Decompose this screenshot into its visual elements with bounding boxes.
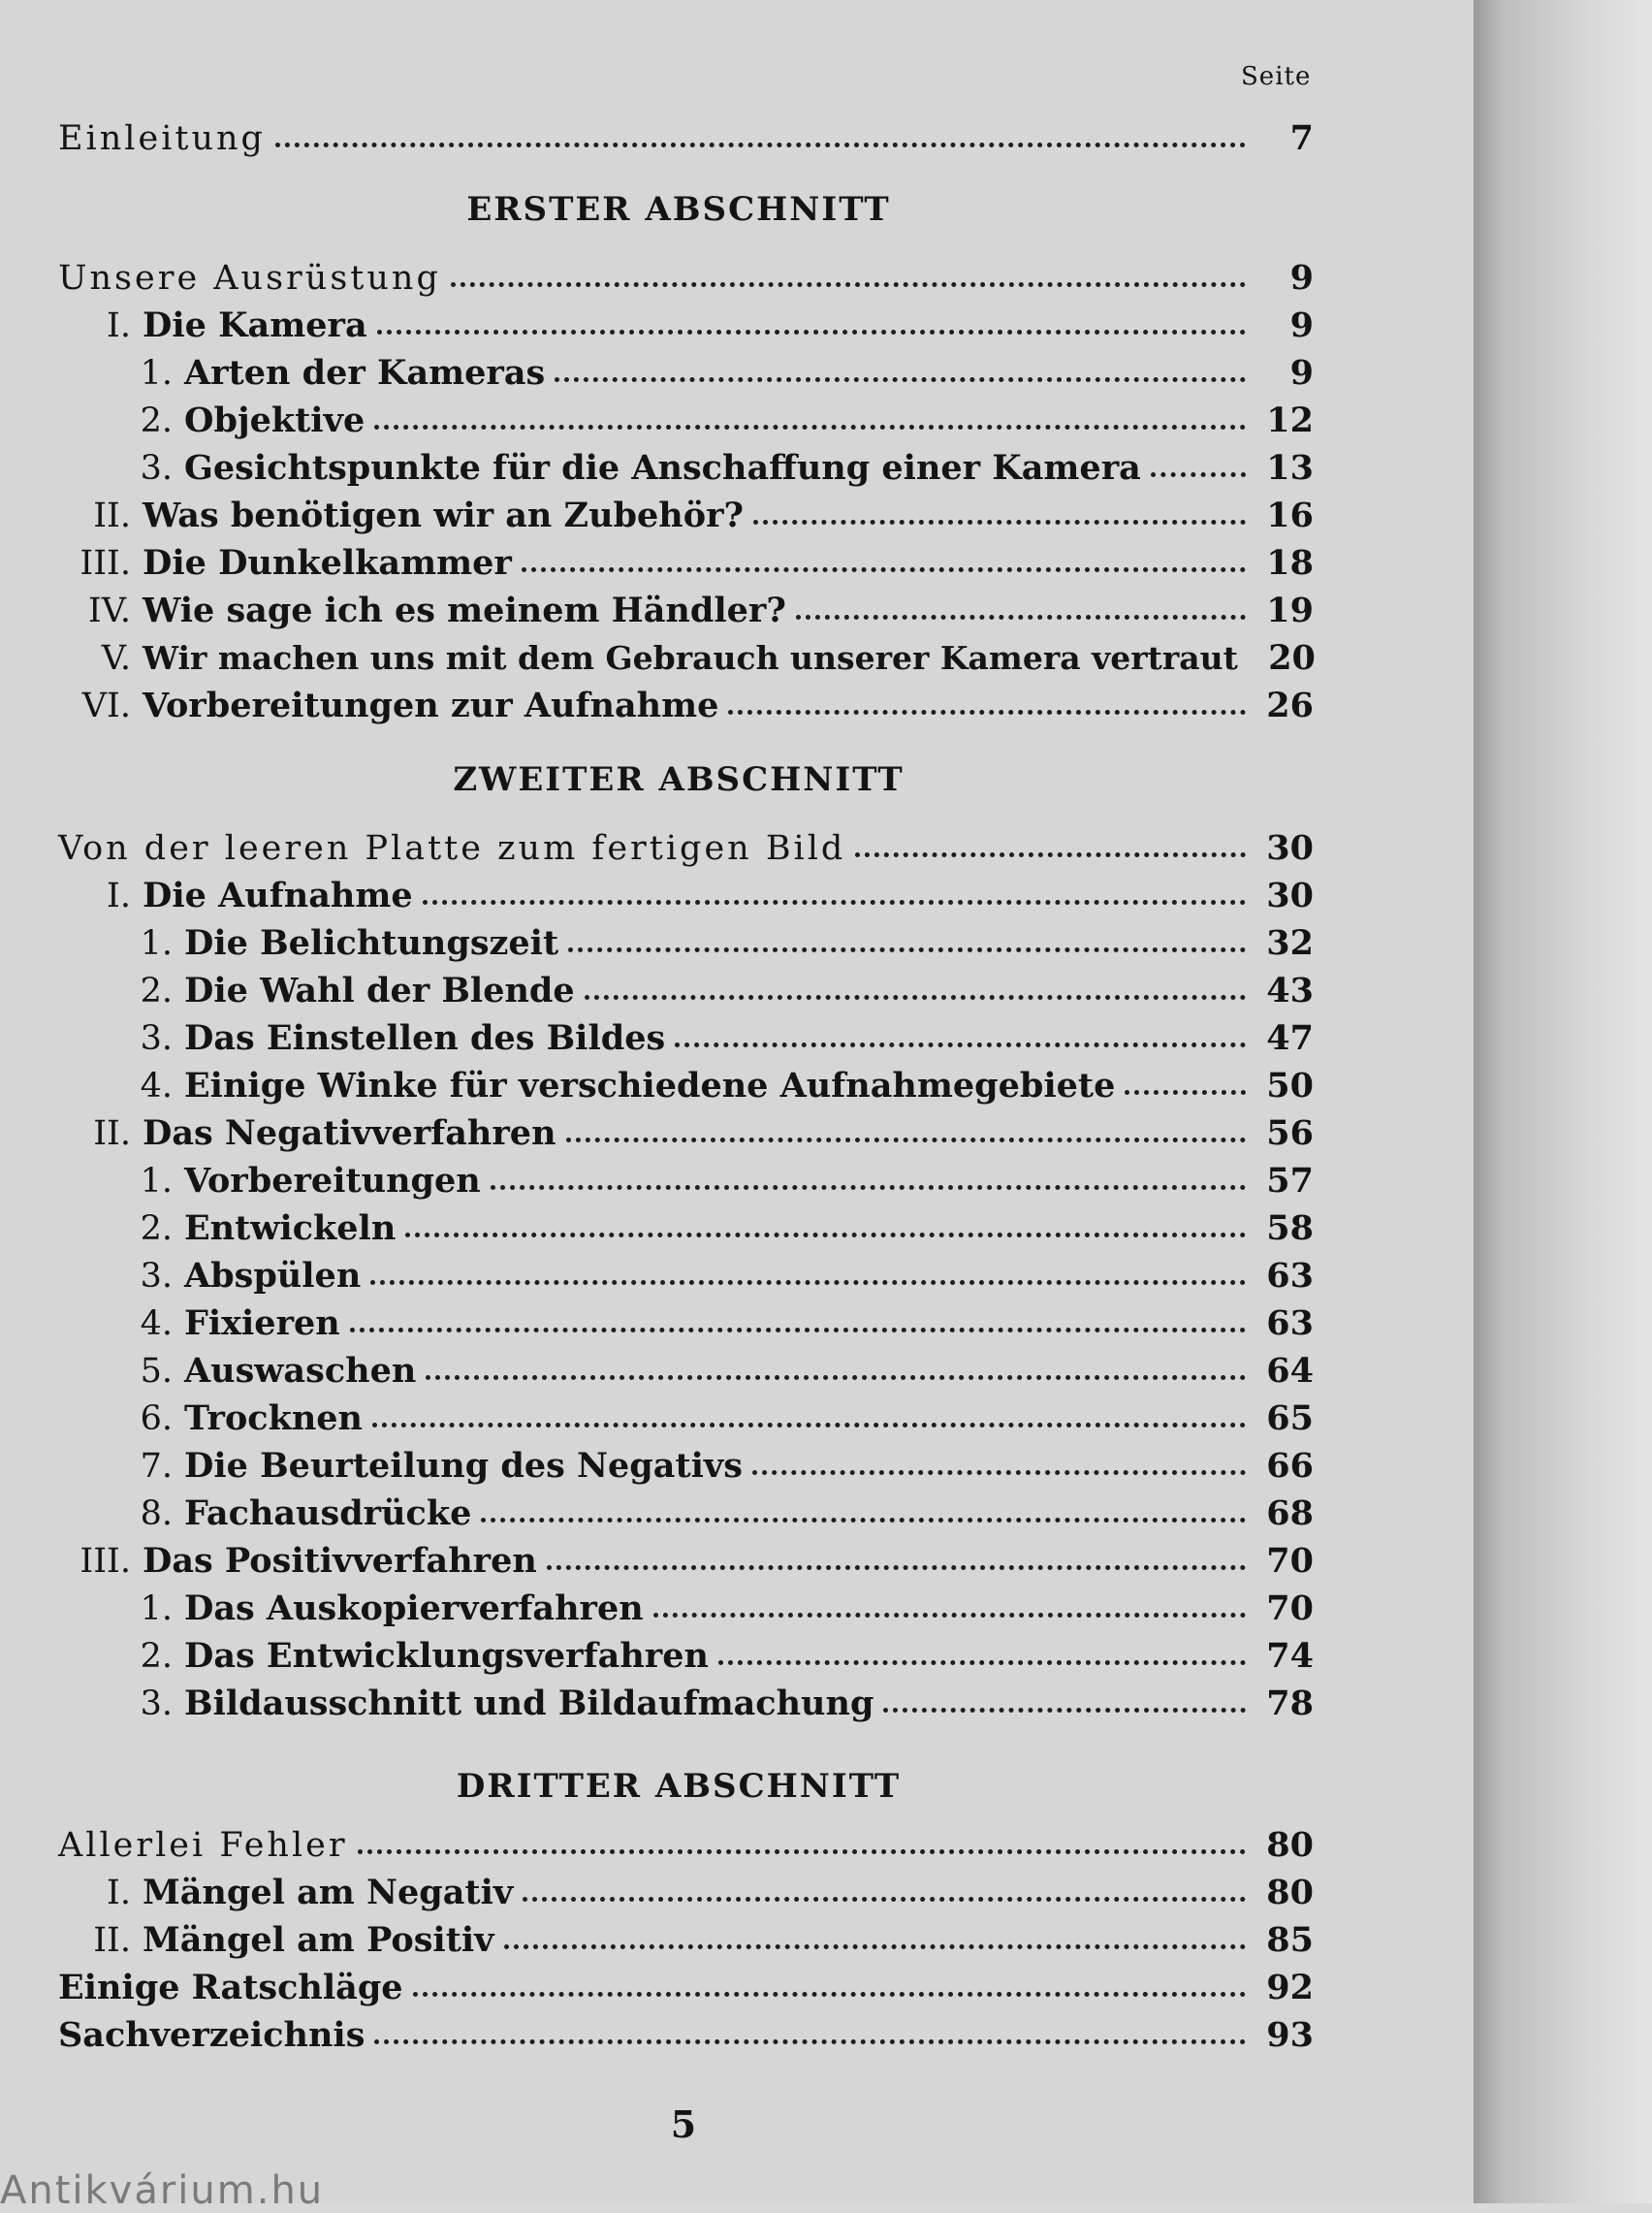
toc-entry-number: 3. (140, 1684, 173, 1723)
toc-page-number: 85 (1266, 1920, 1314, 1960)
watermark: Antikvárium.hu (0, 2168, 325, 2213)
leader-dots (405, 1233, 1246, 1237)
toc-entry-label: Die Aufnahme (143, 876, 413, 915)
toc-entry-label: Auswaschen (184, 1351, 417, 1391)
toc-entry (58, 872, 1314, 919)
toc-page-number: 9 (1289, 258, 1314, 298)
toc-page-number: 93 (1266, 2015, 1314, 2055)
toc-entry (58, 682, 1314, 729)
toc-entry-label: Das Einstellen des Bildes (184, 1018, 666, 1058)
toc-entry-number: 2. (140, 1209, 173, 1248)
leader-dots (566, 1138, 1246, 1142)
leader-dots (718, 1660, 1246, 1665)
toc-page-number: 56 (1266, 1113, 1314, 1153)
toc-entry-label: Das Positivverfahren (143, 1541, 537, 1581)
leader-dots (504, 1944, 1246, 1949)
leader-dots (370, 1280, 1246, 1285)
toc-page-number: 58 (1266, 1208, 1314, 1248)
toc-entry-label: Die Beurteilung des Negativs (184, 1446, 743, 1486)
toc-entry-label: Allerlei Fehler (58, 1826, 348, 1865)
leader-dots (423, 900, 1246, 905)
toc-entry (58, 1014, 1314, 1062)
leader-dots (413, 1992, 1246, 1997)
toc-page-number: 13 (1266, 448, 1314, 488)
toc-entry-label: Einleitung (58, 119, 266, 158)
leader-dots (275, 143, 1246, 147)
section-heading-erster: ERSTER ABSCHNITT (466, 190, 891, 229)
toc-entry-label: Gesichtspunkte für die Anschaffung einer Kamera (184, 448, 1141, 488)
leader-dots (523, 1897, 1246, 1902)
toc-page-number: 30 (1266, 828, 1314, 868)
toc-entry-number: 5. (140, 1352, 173, 1391)
toc-entry-label: Wir machen uns mit dem Gebrauch unserer Kamera vertraut (143, 639, 1238, 677)
toc-entry-number: II. (93, 1921, 131, 1960)
leader-dots (855, 852, 1246, 857)
toc-entry (58, 967, 1314, 1014)
leader-dots (374, 425, 1246, 430)
toc-entry-number: II. (93, 1114, 131, 1153)
page-number: 5 (670, 2102, 697, 2146)
leader-dots (585, 995, 1246, 1000)
toc-entry-number: 3. (140, 1257, 173, 1296)
leader-dots (377, 330, 1246, 335)
seite-column-label: Seite (1241, 62, 1312, 91)
leader-dots (753, 520, 1246, 525)
toc-page-number: 26 (1266, 686, 1314, 725)
leader-dots (350, 1328, 1246, 1332)
leader-dots (522, 567, 1246, 572)
toc-entry-number: 1. (140, 1589, 173, 1628)
leader-dots (372, 1423, 1246, 1427)
toc-entry (58, 1964, 1314, 2011)
toc-page-number: 74 (1266, 1636, 1314, 1676)
toc-entry (58, 444, 1314, 492)
book-spine-shadow (1474, 0, 1652, 2203)
toc-entry (58, 1680, 1314, 1727)
leader-dots (675, 1042, 1246, 1047)
toc-entry (58, 824, 1314, 872)
toc-entry (58, 1869, 1314, 1916)
toc-entry (58, 1204, 1314, 1252)
toc-entry-number: 3. (140, 1019, 173, 1058)
toc-entry-label: Das Negativverfahren (143, 1113, 556, 1153)
toc-entry-label: Von der leeren Platte zum fertigen Bild (58, 829, 846, 868)
toc-entry-number: 6. (140, 1399, 173, 1438)
toc-page-number: 63 (1266, 1303, 1314, 1343)
toc-entry-number: 2. (140, 972, 173, 1010)
toc-entry (58, 2011, 1314, 2059)
toc-entry (58, 302, 1314, 349)
toc-entry-number: I. (107, 1874, 131, 1912)
toc-entry (58, 1062, 1314, 1109)
toc-page-number: 92 (1266, 1968, 1314, 2007)
leader-dots (491, 1185, 1246, 1190)
toc-entry (58, 587, 1314, 634)
toc-page-number: 7 (1289, 118, 1314, 158)
toc-entry-label: Die Belichtungszeit (184, 923, 559, 963)
toc-page-number: 78 (1266, 1684, 1314, 1723)
toc-entry-number: 3. (140, 449, 173, 488)
toc-entry-number: V. (101, 639, 131, 678)
toc-entry (58, 1252, 1314, 1299)
toc-entry (58, 1537, 1314, 1585)
toc-entry-number: 7. (140, 1447, 173, 1486)
toc-entry-number: III. (79, 544, 131, 583)
leader-dots (1151, 472, 1246, 477)
toc-page-number: 18 (1266, 543, 1314, 583)
toc-entry-number: 8. (140, 1494, 173, 1533)
toc-entry (58, 254, 1314, 302)
toc-entry-number: I. (107, 877, 131, 915)
toc-entry (58, 1157, 1314, 1204)
toc-entry-number: III. (79, 1542, 131, 1581)
toc-entry-label: Mängel am Negativ (143, 1873, 514, 1912)
toc-entry-number: 2. (140, 401, 173, 440)
toc-entry (58, 1490, 1314, 1537)
toc-entry-number: VI. (81, 687, 131, 725)
toc-entry-number: 1. (140, 924, 173, 963)
toc-entry (58, 1916, 1314, 1964)
toc-entry-number: II. (93, 497, 131, 535)
toc-entry-number: 4. (140, 1067, 173, 1106)
toc-entry (58, 492, 1314, 539)
toc-page-number: 70 (1266, 1588, 1314, 1628)
toc-page-number: 20 (1268, 638, 1316, 678)
leader-dots (547, 1565, 1246, 1570)
leader-dots (481, 1518, 1246, 1523)
toc-entry-label: Das Entwicklungsverfahren (184, 1636, 709, 1676)
toc-entry-number: 4. (140, 1304, 173, 1343)
toc-entry-label: Wie sage ich es meinem Händler? (143, 591, 786, 630)
toc-entry (58, 1821, 1314, 1869)
toc-entry (58, 397, 1314, 444)
leader-dots (374, 2039, 1246, 2044)
toc-page-number: 32 (1266, 923, 1314, 963)
toc-entry (58, 1632, 1314, 1680)
toc-page-number: 9 (1289, 353, 1314, 393)
toc-entry (58, 634, 1314, 682)
toc-page-number: 12 (1266, 401, 1314, 440)
toc-page-number: 68 (1266, 1493, 1314, 1533)
toc-page-number: 30 (1266, 876, 1314, 915)
toc-page-number: 43 (1266, 971, 1314, 1010)
toc-entry-label: Bildausschnitt und Bildaufmachung (184, 1684, 874, 1723)
toc-page-number: 50 (1266, 1066, 1314, 1106)
toc-entry-label: Arten der Kameras (184, 353, 546, 393)
toc-entry-label: Sachverzeichnis (58, 2015, 365, 2055)
leader-dots (568, 947, 1246, 952)
leader-dots (451, 282, 1246, 287)
leader-dots (653, 1613, 1246, 1618)
toc-page-number: 47 (1266, 1018, 1314, 1058)
toc-page-number: 65 (1266, 1398, 1314, 1438)
toc-entry (58, 1395, 1314, 1442)
toc-entry-label: Fachausdrücke (184, 1493, 472, 1533)
toc-entry-label: Abspülen (184, 1256, 362, 1296)
toc-page-number: 63 (1266, 1256, 1314, 1296)
toc-entry-label: Einige Ratschläge (58, 1968, 403, 2007)
leader-dots (796, 615, 1246, 620)
toc-entry (58, 1109, 1314, 1157)
toc-entry-label: Was benötigen wir an Zubehör? (143, 496, 745, 535)
toc-entry-label: Unsere Ausrüstung (58, 259, 441, 298)
section-heading-zweiter: ZWEITER ABSCHNITT (453, 760, 905, 799)
toc-entry-label: Trocknen (184, 1398, 364, 1438)
leader-dots (752, 1470, 1246, 1475)
toc-entry (58, 1299, 1314, 1347)
toc-page-number: 57 (1266, 1161, 1314, 1201)
toc-entry-number: 1. (140, 354, 173, 393)
toc-entry-label: Objektive (184, 401, 365, 440)
toc-entry (58, 919, 1314, 967)
toc-page-number: 80 (1266, 1825, 1314, 1865)
toc-entry-einleitung (58, 114, 1314, 162)
toc-entry (58, 1347, 1314, 1395)
leader-dots (883, 1708, 1246, 1713)
toc-entry-label: Vorbereitungen (184, 1161, 481, 1201)
leader-dots (1125, 1090, 1246, 1095)
toc-entry-number: 2. (140, 1637, 173, 1676)
toc-page-number: 19 (1266, 591, 1314, 630)
leader-dots (358, 1849, 1246, 1854)
toc-page-number: 9 (1289, 305, 1314, 345)
toc-entry-number: IV. (87, 592, 131, 630)
toc-entry-label: Mängel am Positiv (143, 1920, 494, 1960)
toc-entry-label: Das Auskopierverfahren (184, 1588, 644, 1628)
toc-entry-number: 1. (140, 1162, 173, 1201)
toc-page-number: 70 (1266, 1541, 1314, 1581)
toc-entry-number: I. (107, 306, 131, 345)
toc-page-number: 64 (1266, 1351, 1314, 1391)
toc-entry-label: Die Kamera (143, 305, 367, 345)
toc-entry-label: Die Dunkelkammer (143, 543, 512, 583)
toc-entry (58, 1585, 1314, 1632)
leader-dots (555, 377, 1246, 382)
toc-entry (58, 349, 1314, 397)
toc-entry-label: Einige Winke für verschiedene Aufnahmegebiete (184, 1066, 1116, 1106)
toc-page-number: 66 (1266, 1446, 1314, 1486)
section-heading-dritter: DRITTER ABSCHNITT (456, 1767, 902, 1806)
toc-entry-label: Entwickeln (184, 1208, 397, 1248)
toc-page-number: 80 (1266, 1873, 1314, 1912)
toc-entry-label: Vorbereitungen zur Aufnahme (143, 686, 719, 725)
toc-entry (58, 539, 1314, 587)
leader-dots (728, 710, 1246, 715)
toc-entry-label: Die Wahl der Blende (184, 971, 575, 1010)
toc-entry-label: Fixieren (184, 1303, 340, 1343)
toc-entry (58, 1442, 1314, 1490)
leader-dots (426, 1375, 1246, 1380)
toc-page-number: 16 (1266, 496, 1314, 535)
